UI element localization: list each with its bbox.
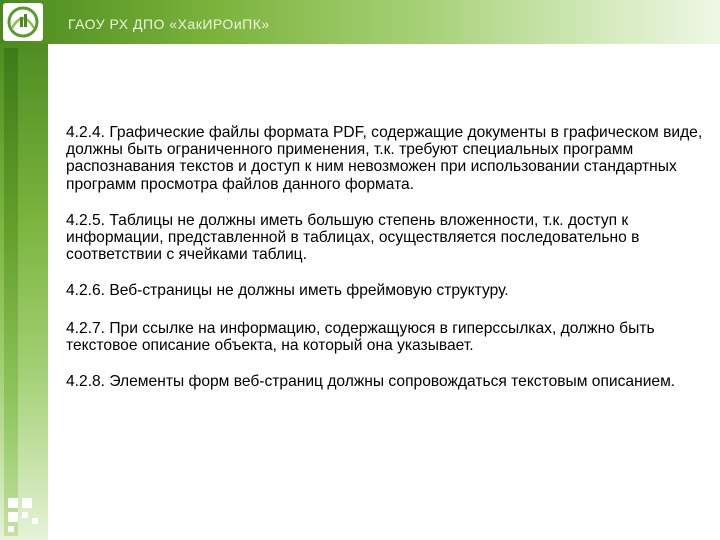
decor-square xyxy=(22,512,28,518)
decor-square xyxy=(8,498,18,508)
decor-square xyxy=(32,518,38,524)
header-title: ГАОУ РХ ДПО «ХакИРОиПК» xyxy=(68,16,270,32)
decor-square xyxy=(22,498,32,508)
left-decorative-stripe xyxy=(4,48,18,536)
institute-logo-icon xyxy=(3,3,43,41)
paragraph-4-2-4: 4.2.4. Графические файлы формата PDF, содержащие документы в графическом виде, должны быть ограниченного применения, т.к. требуют специальных программ распознавания текстов и доступ к ним невозможен при использовании стандартных программ просмотра файлов данного формата. xyxy=(66,124,703,193)
paragraph-4-2-5: 4.2.5. Таблицы не должны иметь большую степень вложенности, т.к. доступ к информации, представленной в таблицах, осуществляется последовательно в соответствии с ячейками таблиц. xyxy=(66,211,640,264)
decor-square xyxy=(8,526,14,532)
slide-content xyxy=(66,124,706,409)
paragraph-4-2-6: 4.2.6. Веб-страницы не должны иметь фреймовую структуру. xyxy=(66,282,509,300)
paragraph-4-2-7: 4.2.7. При ссылке на информацию, содержащуюся в гиперссылках, должно быть текстовое описание объекта, на который она указывает. xyxy=(66,319,655,354)
header-band xyxy=(0,0,720,44)
decor-square xyxy=(8,512,18,522)
paragraph-4-2-8: 4.2.8. Элементы форм веб-страниц должны сопровождаться текстовым описанием. xyxy=(66,373,676,391)
